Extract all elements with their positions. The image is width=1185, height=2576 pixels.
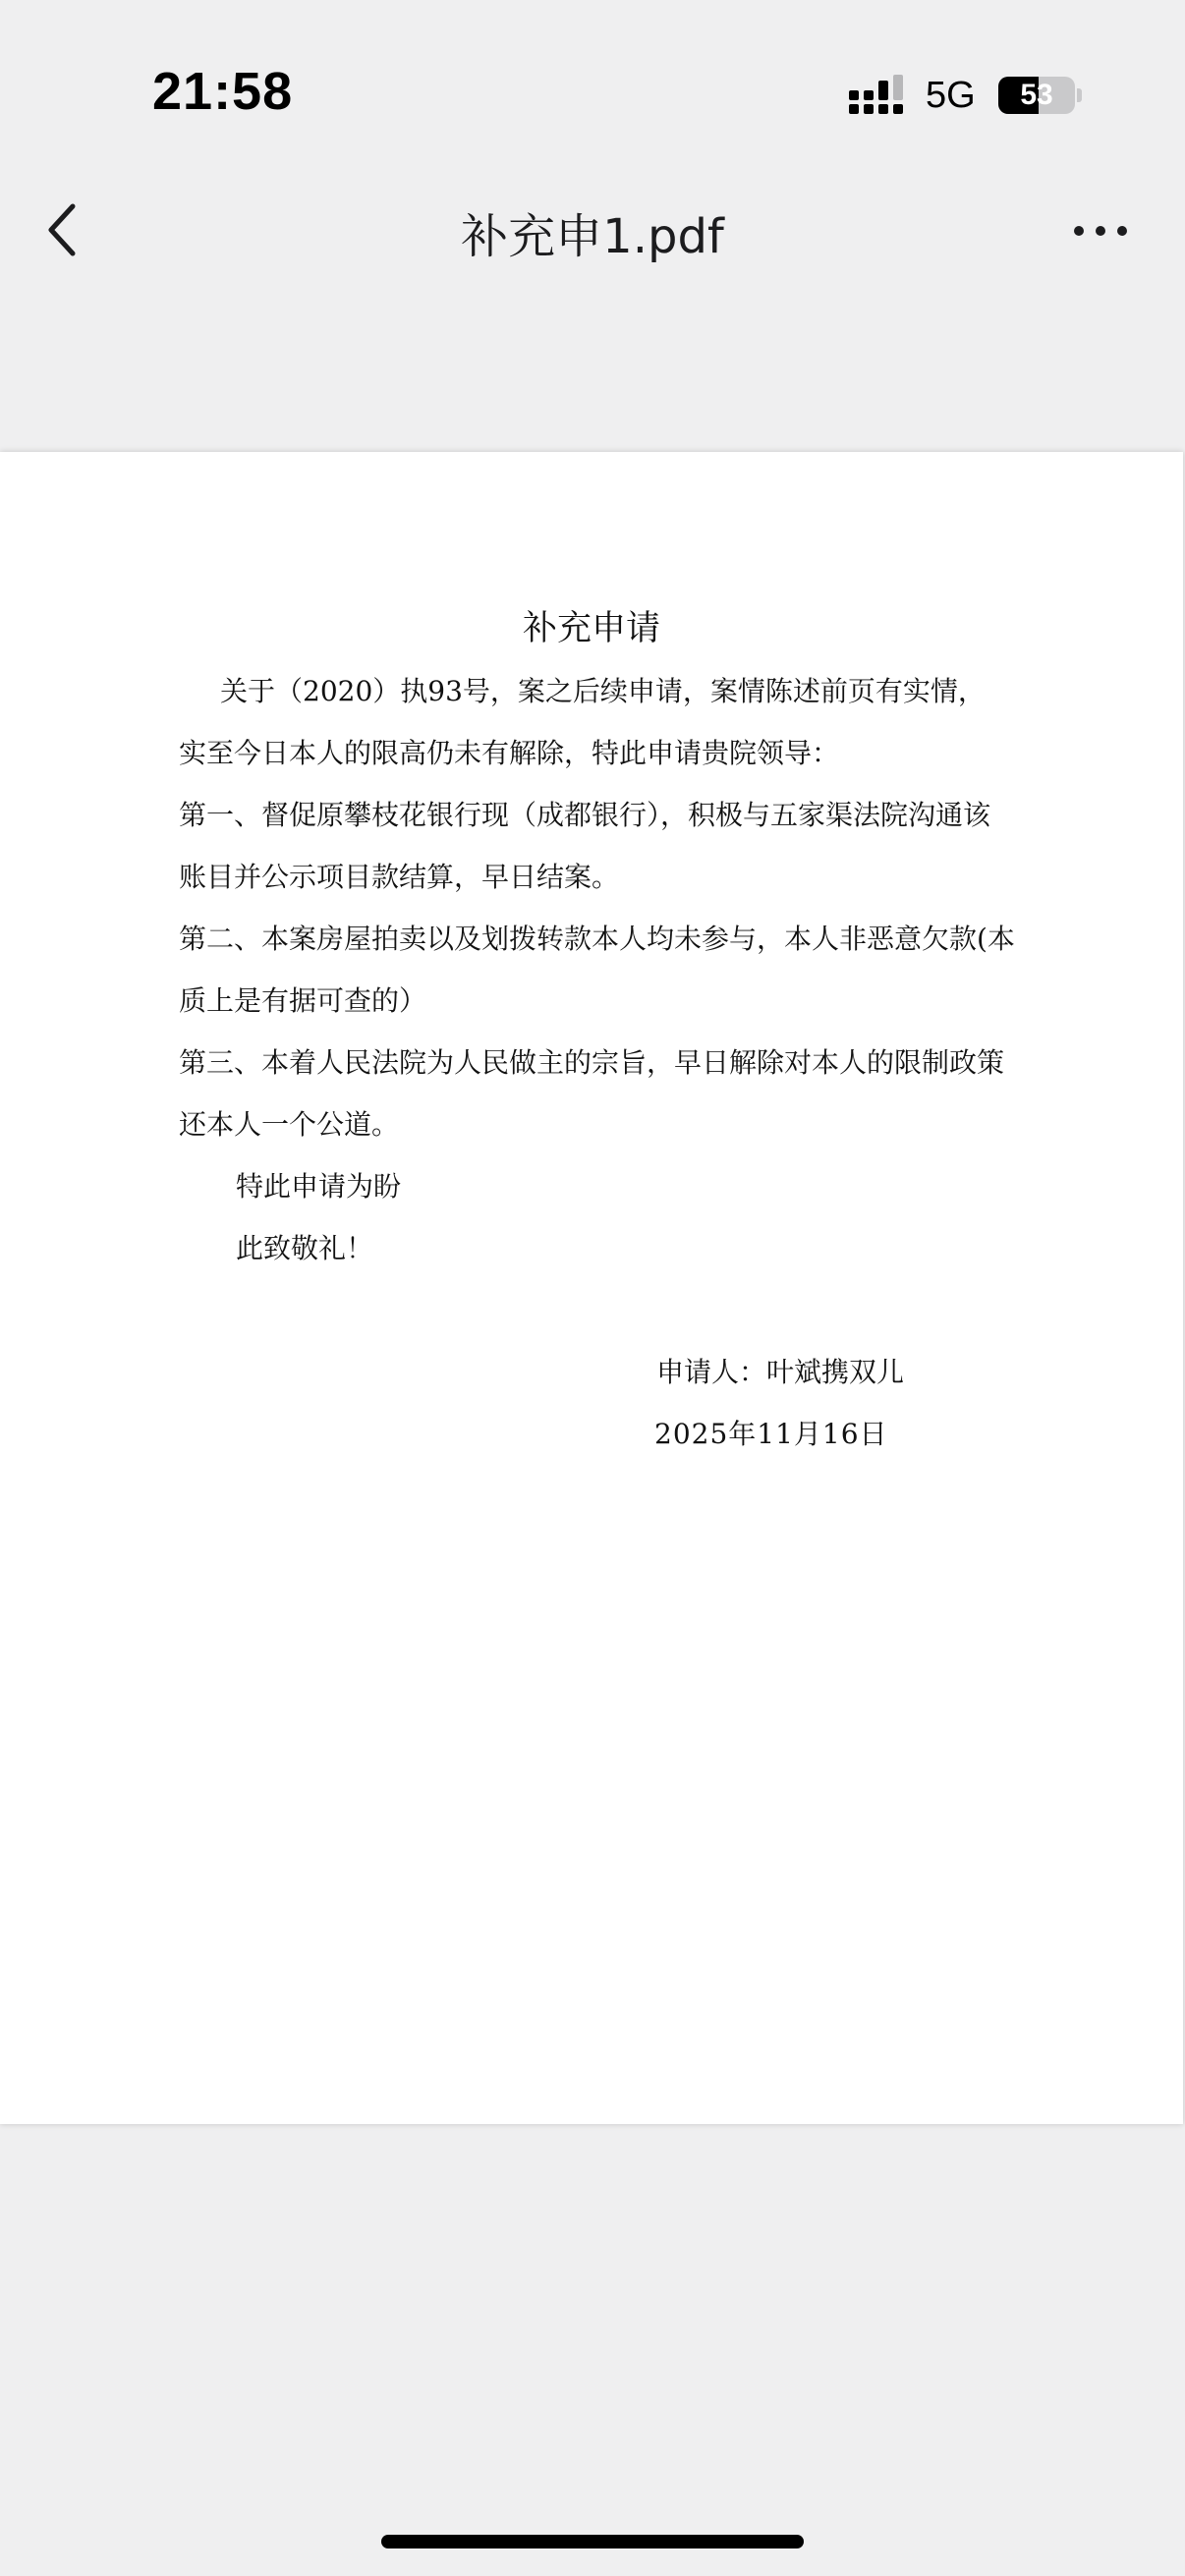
- status-time: 21:58: [152, 62, 294, 121]
- document-line: 实至今日本人的限高仍未有解除，特此申请贵院领导：: [179, 737, 840, 769]
- battery-tip: [1077, 88, 1082, 102]
- document-closing-line: 特此申请为盼: [236, 1170, 402, 1203]
- document-line: 第一、督促原攀枝花银行现（成都银行），积极与五家渠法院沟通该: [179, 799, 991, 831]
- battery-icon: [998, 77, 1075, 114]
- pdf-page[interactable]: [0, 452, 1183, 2124]
- network-type: 5G: [926, 75, 976, 116]
- battery-percentage: 53: [1020, 79, 1053, 111]
- document-title: 补充申1.pdf: [461, 209, 724, 264]
- signal-icon: [849, 75, 908, 118]
- document-line: 关于（2020）执93号，案之后续申请，案情陈述前页有实情，: [220, 675, 986, 707]
- document-date: 2025年11月16日: [654, 1418, 888, 1450]
- document-line: 第三、本着人民法院为人民做主的宗旨，早日解除对本人的限制政策: [179, 1046, 1005, 1079]
- document-line: 第二、本案房屋拍卖以及划拨转款本人均未参与，本人非恶意欠款(本: [179, 923, 1015, 955]
- document-line: 质上是有据可查的）: [179, 984, 427, 1017]
- more-options-button[interactable]: [1071, 216, 1130, 246]
- document-line: 账目并公示项目款结算，早日结案。: [179, 861, 620, 893]
- document-line: 还本人一个公道。: [179, 1108, 400, 1141]
- document-heading: 补充申请: [522, 609, 660, 648]
- document-salutation: 此致敬礼！: [236, 1232, 374, 1264]
- document-applicant: 申请人：叶斌携双儿: [656, 1356, 905, 1388]
- home-indicator[interactable]: [381, 2535, 804, 2548]
